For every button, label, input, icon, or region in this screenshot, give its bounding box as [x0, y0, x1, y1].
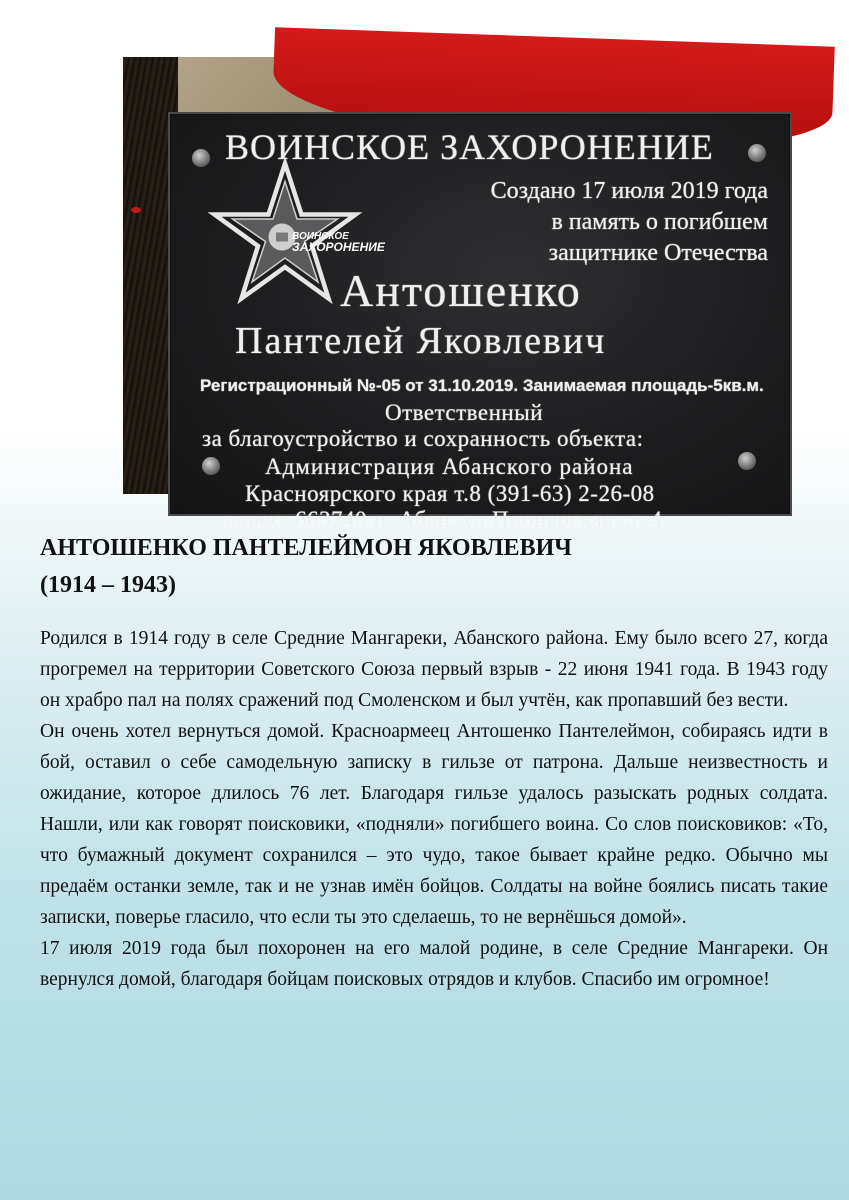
emblem-label: ВОИНСКОЕ ЗАХОРОНЕНИЕ	[292, 231, 385, 254]
paragraph: Родился в 1914 году в селе Средние Мангареки, Абанского района. Ему было всего 27, когда прогремел на территории Советского Союза первый взрыв - 22 июня 1941 года. В 1943 году он храбро пал на полях сражений под Смоленском и был учтён, как пропавший без вести.	[40, 628, 828, 711]
paragraph: 17 июля 2019 года был похоронен на его малой родине, в селе Средние Мангареки. Он вернулся домой, благодаря бойцам поисковых отрядов и клубов. Спасибо им огромное!	[40, 938, 828, 990]
plaque-responsible: Красноярского края т.8 (391-63) 2-26-08	[245, 481, 655, 506]
plaque-registration: Регистрационный №-05 от 31.10.2019. Занимаемая площадь-5кв.м.	[200, 376, 764, 395]
plaque-responsible: Администрация Абанского района	[265, 454, 634, 479]
title-years: (1914 – 1943)	[40, 572, 176, 598]
bolt-icon	[748, 144, 766, 162]
memorial-plaque	[168, 112, 792, 532]
bolt-icon	[192, 149, 210, 167]
plaque-created: Создано 17 июля 2019 года в память о погибшем защитнике Отечества	[490, 178, 768, 266]
biography-text	[40, 623, 828, 995]
bolt-icon	[202, 457, 220, 475]
plaque-responsible: Ответственный	[385, 400, 543, 425]
bolt-icon	[738, 452, 756, 470]
page-title	[40, 530, 820, 604]
plaque-surname: Антошенко	[340, 265, 582, 316]
paragraph: Он очень хотел вернуться домой. Красноармеец Антошенко Пантелеймон, собираясь идти в бой, оставил о себе самодельную записку в гильзе от патрона. Дальше неизвестность и ожидание, которое длилось 76 лет. Благодаря гильзе удалось разыскать родных солдата. Нашли, или как говорят поисковики, «подняли» погибшего воина. Со слов поисковиков: «То, что бумажный документ сохранился – это чудо, такое бывает крайне редко. Обычно мы предаём останки земле, так и не узнав имён бойцов. Солдаты на войне боялись писать такие записки, поверье гласило, что если ты это сделаешь, то не вернёшься домой».	[40, 721, 828, 928]
plaque-responsible: адрес: 663740 п. Абан, ул Пионерская, д. 4	[225, 507, 663, 532]
plaque-responsible: за благоустройство и сохранность объекта:	[202, 426, 644, 451]
memorial-plaque-photo	[123, 57, 782, 532]
plaque-title: ВОИНСКОЕ ЗАХОРОНЕНИЕ	[225, 127, 714, 167]
title-name: АНТОШЕНКО ПАНТЕЛЕЙМОН ЯКОВЛЕВИЧ	[40, 535, 572, 561]
plaque-first-name: Пантелей Яковлевич	[235, 320, 607, 362]
